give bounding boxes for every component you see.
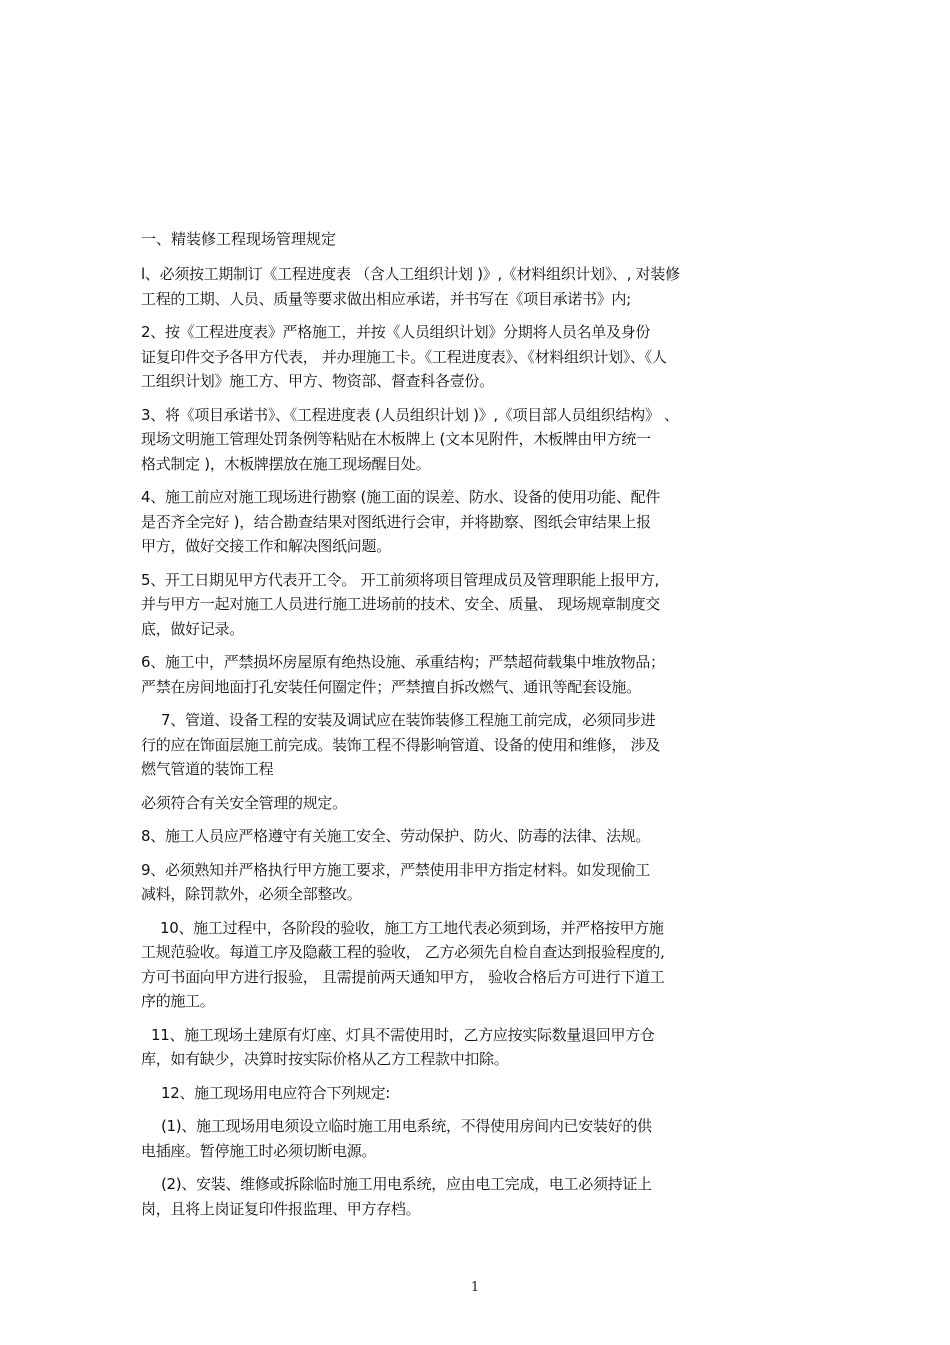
- paragraph-line: 电插座。暂停施工时必须切断电源。: [141, 1141, 377, 1160]
- document-body: [141, 228, 809, 1230]
- paragraph-line: 7、管道、设备工程的安装及调试应在装饰装修工程施工前完成，必须同步进: [161, 711, 656, 729]
- paragraph-line: (1)、施工现场用电须设立临时施工用电系统，不得使用房间内已安装好的供: [161, 1117, 652, 1135]
- paragraph-line: 行的应在饰面层施工前完成。装饰工程不得影响管道、设备的使用和维修， 涉及: [141, 735, 660, 754]
- paragraph-line: 甲方，做好交接工作和解决图纸问题。: [141, 537, 391, 555]
- paragraph-line: 工规范验收。每道工序及隐蔽工程的验收， 乙方必须先自检自查达到报验程度的,: [141, 943, 665, 961]
- paragraph-line: (2)、安装、维修或拆除临时施工用电系统，应由电工完成，电工必须持证上: [161, 1175, 652, 1193]
- paragraph-line: 证复印件交予各甲方代表， 并办理施工卡。《工程进度表》、《材料组织计划》、《人: [141, 347, 667, 366]
- section-title: 一、精装修工程现场管理规定: [141, 230, 337, 248]
- paragraph-line: 工组织计划》施工方、甲方、物资部、督查科各壹份。: [141, 372, 494, 390]
- paragraph: [141, 1172, 809, 1221]
- paragraph: [141, 791, 809, 816]
- paragraph-line: 严禁在房间地面打孔安装任何圈定件；严禁擅自拆改燃气、通讯等配套设施。: [141, 677, 641, 696]
- paragraph-line: 格式制定 )，木板牌摆放在施工现场醒目处。: [141, 454, 431, 473]
- paragraph-line: 11、施工现场土建原有灯座、灯具不需使用时，乙方应按实际数量退回甲方仓: [151, 1025, 655, 1044]
- paragraph: [141, 824, 809, 849]
- page-number: 1: [470, 1280, 480, 1295]
- paragraph-line: 现场文明施工管理处罚条例等粘贴在木板牌上 (文本见附件，木板牌由甲方统一: [141, 430, 651, 448]
- paragraph-line: 12、施工现场用电应符合下列规定:: [161, 1083, 391, 1102]
- paragraph-line: 并与甲方一起对施工人员进行施工进场前的技术、安全、质量、 现场规章制度交: [141, 595, 660, 613]
- paragraph-line: 必须符合有关安全管理的规定。: [141, 793, 347, 812]
- paragraph: [141, 262, 809, 311]
- paragraph-line: 底，做好记录。: [141, 619, 244, 638]
- paragraph: [141, 485, 809, 559]
- paragraph: [141, 320, 809, 394]
- paragraph-line: 库，如有缺少，决算时按实际价格从乙方工程款中扣除。: [141, 1050, 509, 1068]
- paragraph: [141, 708, 809, 782]
- paragraph: [141, 1114, 809, 1163]
- paragraph: [141, 1023, 809, 1072]
- paragraph-line: 工程的工期、人员、质量等要求做出相应承诺，并书写在《项目承诺书》内;: [141, 289, 631, 308]
- paragraph-line: 9、必须熟知并严格执行甲方施工要求，严禁使用非甲方指定材料。如发现偷工: [141, 860, 651, 879]
- paragraph-line: 3、将《项目承诺书》、《工程进度表 (人员组织计划 )》,《项目部人员组织结构》 、: [141, 405, 679, 424]
- paragraph-line: l、必须按工期制订《工程进度表 （含人工组织计划 )》,《材料组织计划》、, 对装修: [141, 265, 680, 283]
- paragraph: [141, 403, 809, 477]
- paragraph-line: 序的施工。: [141, 992, 215, 1010]
- paragraph-line: 方可书面向甲方进行报验， 且需提前两天通知甲方， 验收合格后方可进行下道工: [141, 967, 665, 986]
- paragraph-line: 10、施工过程中，各阶段的验收，施工方工地代表必须到场，并严格按甲方施: [160, 918, 664, 937]
- paragraph: [141, 916, 809, 1014]
- paragraph-line: 燃气管道的装饰工程: [141, 760, 274, 778]
- paragraph-list: [141, 262, 809, 1221]
- paragraph: [141, 650, 809, 699]
- paragraph-line: 5、开工日期见甲方代表开工令。 开工前须将项目管理成员及管理职能上报甲方,: [141, 570, 659, 589]
- paragraph: [141, 568, 809, 642]
- paragraph-line: 岗，且将上岗证复印件报监理、甲方存档。: [141, 1199, 421, 1218]
- paragraph: [141, 858, 809, 907]
- paragraph-line: 减料，除罚款外，必须全部整改。: [141, 885, 362, 903]
- paragraph-line: 6、施工中，严禁损坏房屋原有绝热设施、承重结构；严禁超荷载集中堆放物品；: [141, 653, 665, 671]
- paragraph-line: 2、按《工程进度表》严格施工，并按《人员组织计划》分期将人员名单及身份: [141, 323, 651, 341]
- paragraph: [141, 1081, 809, 1106]
- paragraph-line: 4、施工前应对施工现场进行勘察 (施工面的误差、防水、设备的使用功能、配件: [141, 488, 661, 506]
- paragraph-line: 8、施工人员应严格遵守有关施工安全、劳动保护、防火、防毒的法律、法规。: [141, 827, 651, 845]
- paragraph-line: 是否齐全完好 )，结合勘查结果对图纸进行会审，并将勘察、图纸会审结果上报: [141, 512, 651, 531]
